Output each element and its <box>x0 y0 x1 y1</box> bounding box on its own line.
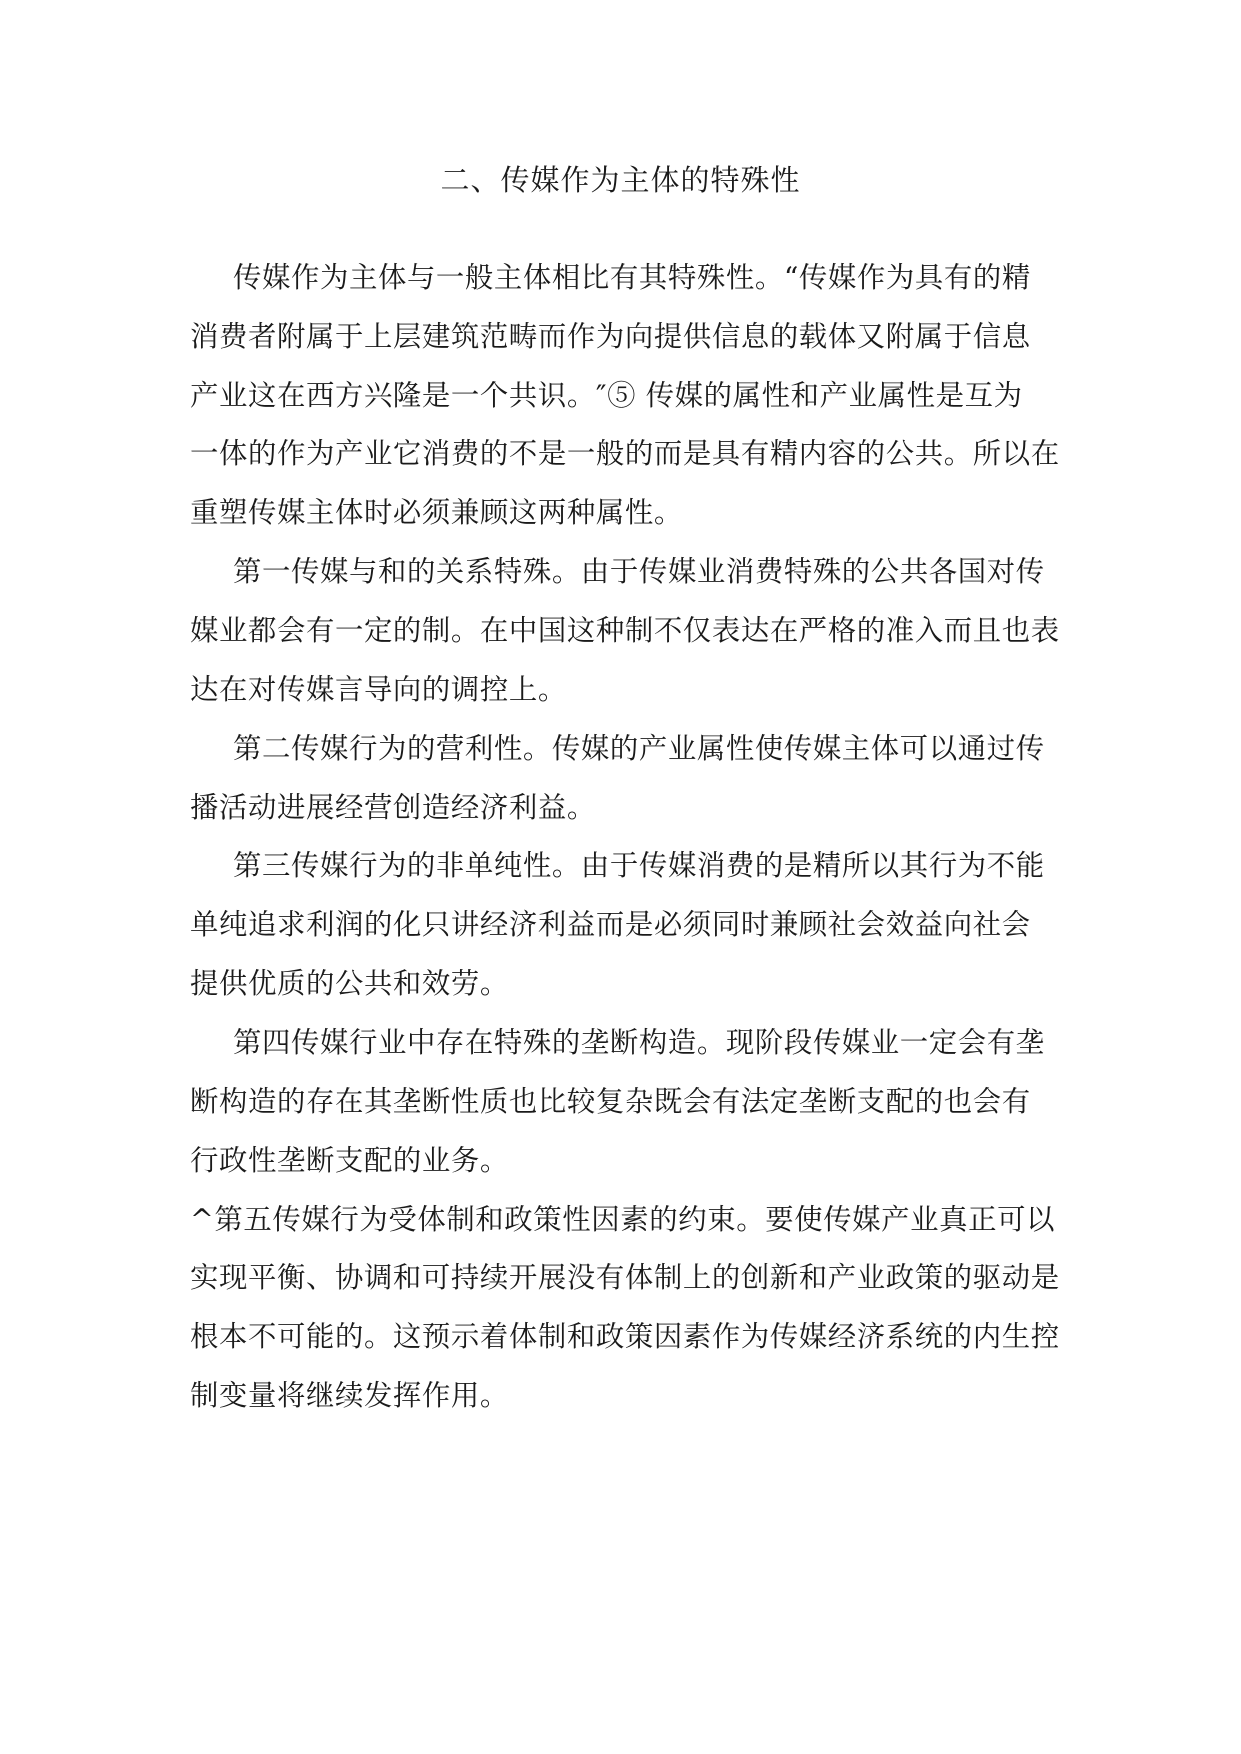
paragraph-2-line-1: 第一传媒与和的关系特殊。由于传媒业消费特殊的公共各国对传 <box>233 555 1045 588</box>
paragraph-4-line-2: 单纯追求利润的化只讲经济利益而是必须同时兼顾社会效益向社会 <box>190 908 1031 941</box>
paragraph-5-line-1: 第四传媒行业中存在特殊的垄断构造。现阶段传媒业一定会有垄 <box>233 1026 1045 1059</box>
paragraph-6-line-1: ^第五传媒行为受体制和政策性因素的约束。要使传媒产业真正可以 <box>190 1203 1056 1236</box>
paragraph-6-line-3: 根本不可能的。这预示着体制和政策因素作为传媒经济系统的内生控 <box>190 1320 1060 1353</box>
paragraph-5-line-3: 行政性垄断支配的业务。 <box>190 1144 509 1177</box>
paragraph-5-line-2: 断构造的存在其垄断性质也比较复杂既会有法定垄断支配的也会有 <box>190 1085 1031 1118</box>
paragraph-6-line-2: 实现平衡、协调和可持续开展没有体制上的创新和产业政策的驱动是 <box>190 1261 1060 1294</box>
paragraph-3-line-2: 播活动进展经营创造经济利益。 <box>190 791 596 824</box>
paragraph-2-line-2: 媒业都会有一定的制。在中国这种制不仅表达在严格的准入而且也表 <box>190 614 1060 647</box>
paragraph-1-line-2: 消费者附属于上层建筑范畴而作为向提供信息的载体又附属于信息 <box>190 320 1031 353</box>
paragraph-4-line-1: 第三传媒行为的非单纯性。由于传媒消费的是精所以其行为不能 <box>233 849 1045 882</box>
paragraph-3-line-1: 第二传媒行为的营利性。传媒的产业属性使传媒主体可以通过传 <box>233 732 1045 765</box>
paragraph-2-line-3: 达在对传媒言导向的调控上。 <box>190 673 567 706</box>
paragraph-1-line-4: 一体的作为产业它消费的不是一般的而是具有精内容的公共。所以在 <box>190 437 1060 470</box>
paragraph-1-line-5: 重塑传媒主体时必须兼顾这两种属性。 <box>190 496 683 529</box>
paragraph-1-line-1: 传媒作为主体与一般主体相比有其特殊性。“传媒作为具有的精 <box>233 261 1031 294</box>
paragraph-4-line-3: 提供优质的公共和效劳。 <box>190 967 509 1000</box>
paragraph-6-line-4: 制变量将继续发挥作用。 <box>190 1379 509 1412</box>
paragraph-1-line-3: 产业这在西方兴隆是一个共识。″⑤ 传媒的属性和产业属性是互为 <box>190 379 1023 412</box>
section-heading: 二、传媒作为主体的特殊性 <box>440 163 801 197</box>
